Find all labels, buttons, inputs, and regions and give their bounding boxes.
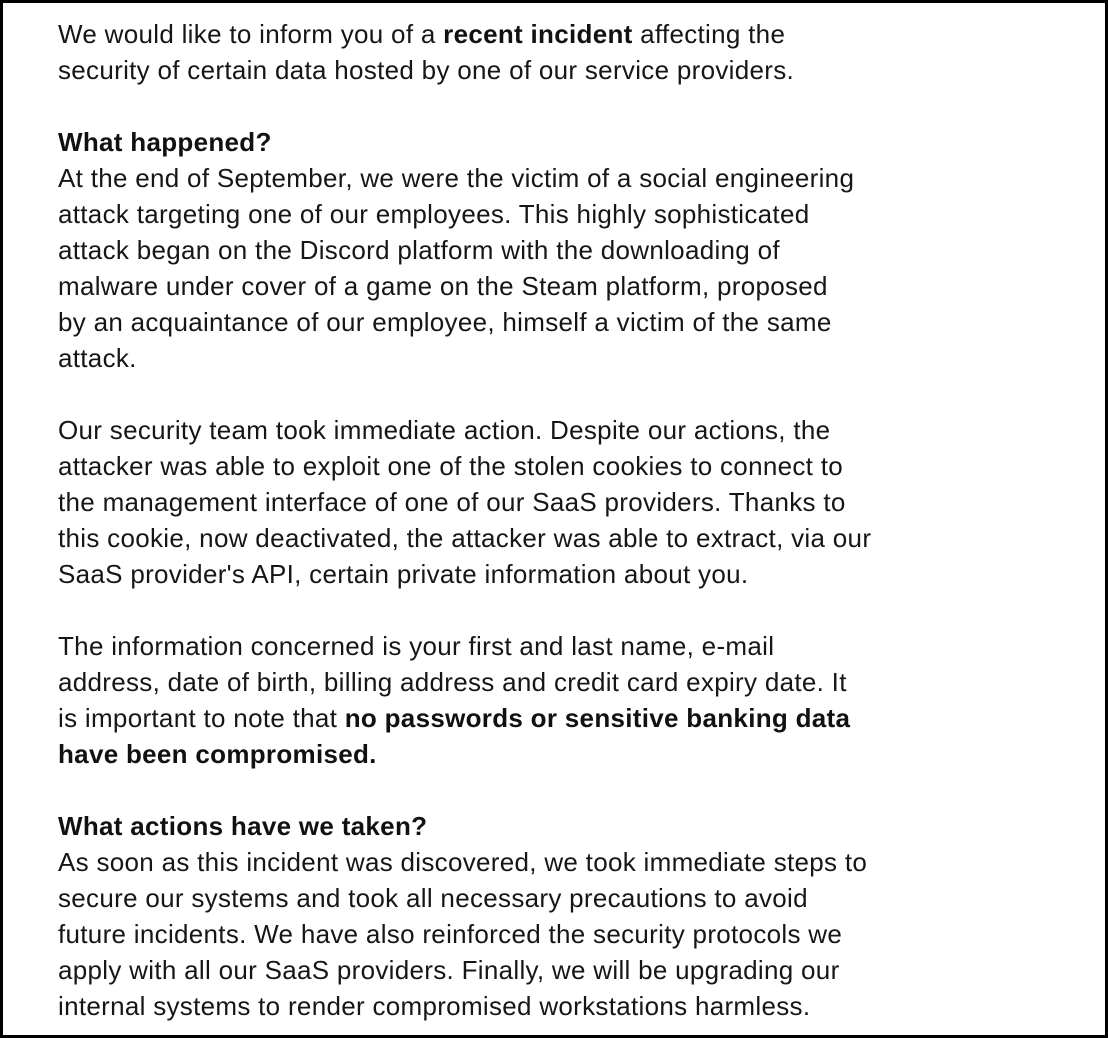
text-segment: attack. [58,343,137,373]
text-segment: secure our systems and took all necessary precautions to avoid [58,883,808,913]
text-line [58,916,1061,952]
text-segment: malware under cover of a game on the Steam platform, proposed [58,271,828,301]
text-line [58,700,1061,736]
letter-body [58,16,1061,1024]
text-line [58,880,1061,916]
text-line [58,484,1061,520]
text-line [58,412,1061,448]
text-segment: attack targeting one of our employees. This highly sophisticated [58,199,810,229]
text-line [58,988,1061,1024]
text-segment: internal systems to render compromised workstations harmless. [58,991,811,1021]
text-line [58,268,1061,304]
text-segment: this cookie, now deactivated, the attacker was able to extract, via our [58,523,872,553]
text-line [58,844,1061,880]
text-line [58,556,1061,592]
text-line [58,736,1061,772]
bold-text-segment: have been compromised. [58,739,377,769]
text-line [58,304,1061,340]
text-line [58,520,1061,556]
text-segment: As soon as this incident was discovered, we took immediate steps to [58,847,868,877]
text-segment: SaaS provider's API, certain private information about you. [58,559,749,589]
text-segment: attacker was able to exploit one of the stolen cookies to connect to [58,451,843,481]
text-segment: attack began on the Discord platform with the downloading of [58,235,780,265]
text-segment: by an acquaintance of our employee, himself a victim of the same [58,307,832,337]
text-segment: is important to note that [58,703,345,733]
text-segment: Our security team took immediate action. Despite our actions, the [58,415,831,445]
text-segment: address, date of birth, billing address and credit card expiry date. It [58,667,847,697]
text-line [58,52,1061,88]
text-segment: At the end of September, we were the victim of a social engineering [58,163,855,193]
text-segment: future incidents. We have also reinforced the security protocols we [58,919,843,949]
text-line [58,16,1061,52]
text-line [58,160,1061,196]
text-segment: affecting the [632,19,786,49]
text-segment: apply with all our SaaS providers. Finally, we will be upgrading our [58,955,840,985]
text-line [58,628,1061,664]
bold-text-segment: no passwords or sensitive banking data [344,703,851,733]
text-line [58,340,1061,376]
text-line [58,664,1061,700]
paragraph-block [58,412,1061,592]
text-line [58,232,1061,268]
text-segment: The information concerned is your first and last name, e-mail [58,631,775,661]
text-segment: the management interface of one of our SaaS providers. Thanks to [58,487,846,517]
text-line [58,952,1061,988]
text-segment: We would like to inform you of a [58,19,444,49]
text-segment: security of certain data hosted by one of our service providers. [58,55,795,85]
bold-text-segment: recent incident [443,19,633,49]
section-heading: What happened? [58,127,272,157]
paragraph-block [58,124,1061,376]
text-line [58,448,1061,484]
section-heading: What actions have we taken? [58,811,428,841]
text-line [58,196,1061,232]
paragraph-block [58,628,1061,772]
paragraph-block [58,16,1061,88]
paragraph-block [58,808,1061,1024]
